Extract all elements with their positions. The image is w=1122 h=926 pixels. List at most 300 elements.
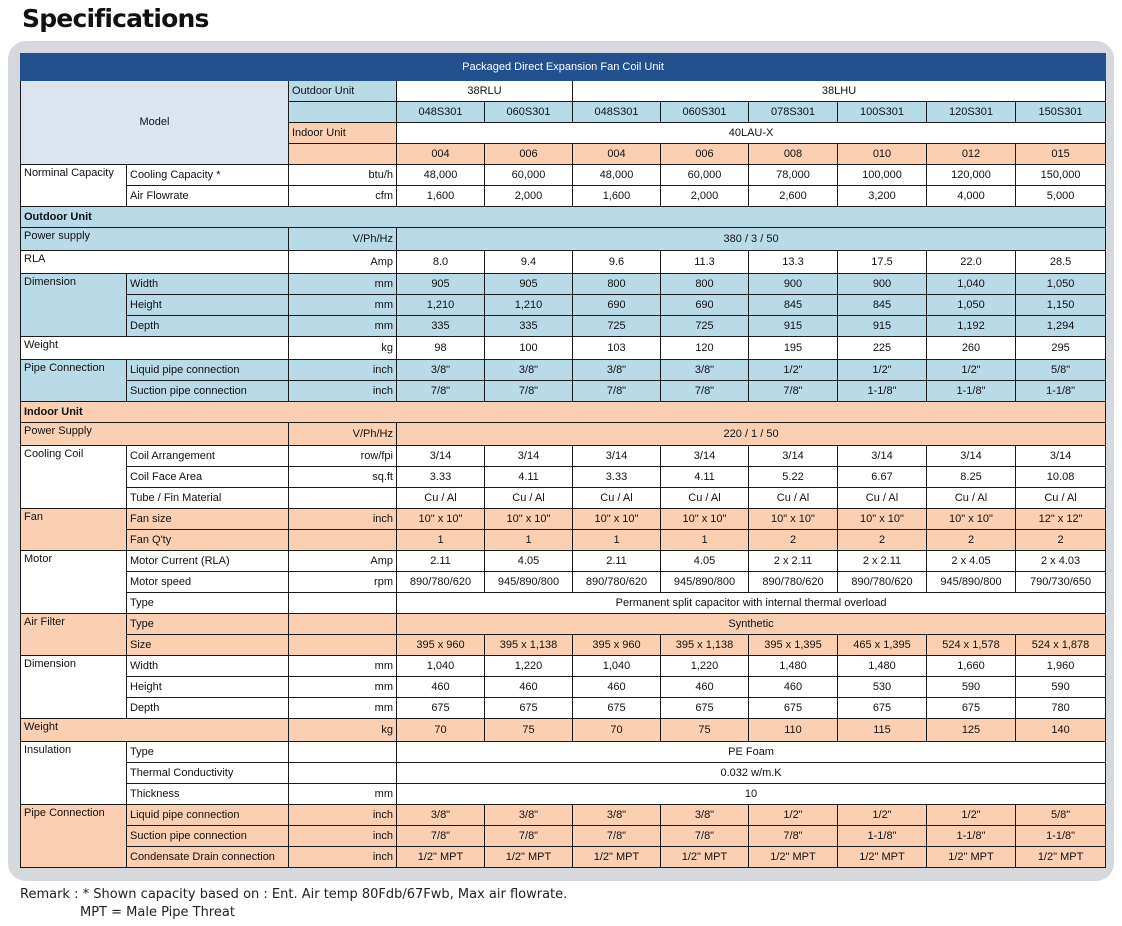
value-cell: 7/8": [485, 826, 573, 847]
value-cell: 10" x 10": [927, 509, 1016, 530]
value-cell: 13.3: [749, 251, 838, 274]
value-cell: 1-1/8": [838, 381, 927, 402]
value-cell: 225: [838, 337, 927, 360]
value-cell: 335: [485, 316, 573, 337]
row-group-label: Dimension: [21, 656, 127, 719]
value-cell: 60,000: [661, 165, 749, 186]
value-cell: Cu / Al: [661, 488, 749, 509]
value-cell: 690: [661, 295, 749, 316]
row-label: Tube / Fin Material: [127, 488, 289, 509]
value-cell: 900: [838, 274, 927, 295]
value-cell: 3/14: [485, 446, 573, 467]
row-unit: [289, 635, 397, 656]
value-cell: 890/780/620: [838, 572, 927, 593]
value-cell: 1-1/8": [838, 826, 927, 847]
value-cell: 1,210: [397, 295, 485, 316]
value-cell: 725: [573, 316, 661, 337]
value-cell: 460: [749, 677, 838, 698]
value-cell: 17.5: [838, 251, 927, 274]
row-label: Motor speed: [127, 572, 289, 593]
value-cell: 1,660: [927, 656, 1016, 677]
value-cell: 125: [927, 719, 1016, 742]
value-cell: 905: [397, 274, 485, 295]
value-cell: 945/890/800: [661, 572, 749, 593]
row-group-label: Insulation: [21, 742, 127, 805]
value-cell: 2.11: [397, 551, 485, 572]
value-cell: 1/2" MPT: [573, 847, 661, 868]
row-label: Liquid pipe connection: [127, 360, 289, 381]
value-cell: 8.25: [927, 467, 1016, 488]
row-unit: btu/h: [289, 165, 397, 186]
value-cell: 725: [661, 316, 749, 337]
value-cell: 945/890/800: [485, 572, 573, 593]
value-cell: 3/14: [397, 446, 485, 467]
value-cell: 110: [749, 719, 838, 742]
row-label: Type: [127, 593, 289, 614]
value-cell: 1,480: [749, 656, 838, 677]
value-cell: Cu / Al: [1016, 488, 1106, 509]
table-row: [21, 763, 1106, 784]
value-cell: 905: [485, 274, 573, 295]
value-cell: 100: [485, 337, 573, 360]
value-cell: 1/2" MPT: [1016, 847, 1106, 868]
value-cell: 10" x 10": [485, 509, 573, 530]
value-cell: 2: [1016, 530, 1106, 551]
value-cell: 140: [1016, 719, 1106, 742]
outdoor-model-cell: 060S301: [485, 102, 573, 123]
value-cell: 2 x 2.11: [749, 551, 838, 572]
row-unit: inch: [289, 847, 397, 868]
row-label: Height: [127, 677, 289, 698]
row-group-label: Power Supply: [21, 423, 289, 446]
row-label: Width: [127, 274, 289, 295]
table-row: [21, 165, 1106, 186]
table-row: [21, 316, 1106, 337]
value-cell: 100,000: [838, 165, 927, 186]
value-cell: 2 x 4.05: [927, 551, 1016, 572]
merged-value-cell: 220 / 1 / 50: [397, 423, 1106, 446]
value-cell: 10" x 10": [397, 509, 485, 530]
value-cell: 465 x 1,395: [838, 635, 927, 656]
value-cell: 524 x 1,878: [1016, 635, 1106, 656]
table-row: [21, 251, 1106, 274]
row-unit: sq.ft: [289, 467, 397, 488]
value-cell: 3/8": [661, 805, 749, 826]
value-cell: 1/2": [927, 360, 1016, 381]
row-group-label: Weight: [21, 337, 289, 360]
row-label: Suction pipe connection: [127, 381, 289, 402]
value-cell: 675: [749, 698, 838, 719]
value-cell: 675: [573, 698, 661, 719]
value-cell: 460: [661, 677, 749, 698]
value-cell: 3/14: [1016, 446, 1106, 467]
value-cell: 1/2": [749, 360, 838, 381]
value-cell: 11.3: [661, 251, 749, 274]
table-row: [21, 677, 1106, 698]
row-label: Fan size: [127, 509, 289, 530]
row-unit: Amp: [289, 551, 397, 572]
row-unit: rpm: [289, 572, 397, 593]
row-group-label: Fan: [21, 509, 127, 551]
table-banner: Packaged Direct Expansion Fan Coil Unit: [21, 54, 1106, 81]
value-cell: 3.33: [397, 467, 485, 488]
value-cell: 98: [397, 337, 485, 360]
value-cell: 1/2" MPT: [661, 847, 749, 868]
value-cell: 8.0: [397, 251, 485, 274]
row-unit: [289, 488, 397, 509]
value-cell: 3/14: [838, 446, 927, 467]
value-cell: 3/14: [661, 446, 749, 467]
row-unit: [289, 530, 397, 551]
table-row: [21, 423, 1106, 446]
value-cell: 195: [749, 337, 838, 360]
value-cell: 7/8": [573, 381, 661, 402]
value-cell: 10" x 10": [573, 509, 661, 530]
value-cell: 1/2" MPT: [397, 847, 485, 868]
value-cell: 675: [485, 698, 573, 719]
table-row: [21, 402, 1106, 423]
value-cell: 1/2": [838, 805, 927, 826]
value-cell: 2: [927, 530, 1016, 551]
table-row: [21, 635, 1106, 656]
model-header: Model: [21, 81, 289, 165]
row-unit: inch: [289, 826, 397, 847]
value-cell: 2: [749, 530, 838, 551]
value-cell: Cu / Al: [927, 488, 1016, 509]
value-cell: 945/890/800: [927, 572, 1016, 593]
value-cell: 7/8": [485, 381, 573, 402]
value-cell: 3/8": [485, 360, 573, 381]
value-cell: 28.5: [1016, 251, 1106, 274]
value-cell: 7/8": [397, 381, 485, 402]
value-cell: 70: [573, 719, 661, 742]
value-cell: 460: [573, 677, 661, 698]
row-group-label: Norminal Capacity: [21, 165, 127, 207]
row-unit: [289, 593, 397, 614]
indoor-unit-header-blank: [289, 144, 397, 165]
value-cell: 915: [749, 316, 838, 337]
value-cell: 1,600: [397, 186, 485, 207]
value-cell: 3/14: [573, 446, 661, 467]
value-cell: 3/8": [397, 360, 485, 381]
value-cell: Cu / Al: [838, 488, 927, 509]
value-cell: 4.11: [661, 467, 749, 488]
table-row: [21, 295, 1106, 316]
row-label: Thermal Conductivity: [127, 763, 289, 784]
table-row: [21, 698, 1106, 719]
remarks: [20, 887, 567, 923]
table-row: [21, 530, 1106, 551]
value-cell: 103: [573, 337, 661, 360]
outdoor-series-header: 38LHU: [573, 81, 1106, 102]
value-cell: 1,210: [485, 295, 573, 316]
table-row: [21, 656, 1106, 677]
row-unit: mm: [289, 784, 397, 805]
table-row: [21, 360, 1106, 381]
value-cell: 2,000: [485, 186, 573, 207]
value-cell: 1: [397, 530, 485, 551]
value-cell: 48,000: [573, 165, 661, 186]
value-cell: 295: [1016, 337, 1106, 360]
table-row: [21, 847, 1106, 868]
value-cell: 7/8": [661, 381, 749, 402]
value-cell: 675: [397, 698, 485, 719]
value-cell: 2,600: [749, 186, 838, 207]
value-cell: 1/2" MPT: [485, 847, 573, 868]
row-unit: inch: [289, 805, 397, 826]
indoor-series-header: 40LAU-X: [397, 123, 1106, 144]
value-cell: 590: [1016, 677, 1106, 698]
value-cell: 2 x 2.11: [838, 551, 927, 572]
row-unit: inch: [289, 360, 397, 381]
outdoor-model-cell: 048S301: [573, 102, 661, 123]
row-unit: mm: [289, 677, 397, 698]
row-unit: Amp: [289, 251, 397, 274]
row-unit: [289, 763, 397, 784]
value-cell: 675: [927, 698, 1016, 719]
table-row: [21, 228, 1106, 251]
row-group-label: Pipe Connection: [21, 360, 127, 402]
row-unit: mm: [289, 316, 397, 337]
row-label: Coil Face Area: [127, 467, 289, 488]
table-row: [21, 446, 1106, 467]
table-row: [21, 509, 1106, 530]
value-cell: 115: [838, 719, 927, 742]
value-cell: 10" x 10": [838, 509, 927, 530]
value-cell: 900: [749, 274, 838, 295]
table-row: [21, 805, 1106, 826]
value-cell: 1/2": [838, 360, 927, 381]
indoor-model-cell: 008: [749, 144, 838, 165]
merged-value-cell: Synthetic: [397, 614, 1106, 635]
row-unit: kg: [289, 719, 397, 742]
table-row: [21, 551, 1106, 572]
value-cell: 590: [927, 677, 1016, 698]
row-unit: [289, 742, 397, 763]
value-cell: 5.22: [749, 467, 838, 488]
value-cell: 395 x 960: [397, 635, 485, 656]
value-cell: 395 x 1,138: [661, 635, 749, 656]
row-label: Size: [127, 635, 289, 656]
row-label: Fan Q'ty: [127, 530, 289, 551]
value-cell: 4,000: [927, 186, 1016, 207]
indoor-model-cell: 012: [927, 144, 1016, 165]
row-unit: V/Ph/Hz: [289, 423, 397, 446]
row-label: Thickness: [127, 784, 289, 805]
row-label: Suction pipe connection: [127, 826, 289, 847]
merged-value-cell: 380 / 3 / 50: [397, 228, 1106, 251]
section-header: Outdoor Unit: [21, 207, 1106, 228]
value-cell: 790/730/650: [1016, 572, 1106, 593]
value-cell: 675: [838, 698, 927, 719]
row-group-label: Weight: [21, 719, 289, 742]
row-label: Depth: [127, 698, 289, 719]
value-cell: 22.0: [927, 251, 1016, 274]
value-cell: 120: [661, 337, 749, 360]
table-row: [21, 186, 1106, 207]
value-cell: Cu / Al: [573, 488, 661, 509]
row-label: Type: [127, 614, 289, 635]
merged-value-cell: PE Foam: [397, 742, 1106, 763]
table-row: [21, 593, 1106, 614]
table-row: [21, 784, 1106, 805]
value-cell: 530: [838, 677, 927, 698]
table-row: [21, 207, 1106, 228]
value-cell: 1,220: [661, 656, 749, 677]
value-cell: 890/780/620: [573, 572, 661, 593]
merged-value-cell: 10: [397, 784, 1106, 805]
indoor-model-cell: 004: [397, 144, 485, 165]
value-cell: 75: [661, 719, 749, 742]
value-cell: 524 x 1,578: [927, 635, 1016, 656]
value-cell: 120,000: [927, 165, 1016, 186]
row-unit: inch: [289, 381, 397, 402]
row-unit: cfm: [289, 186, 397, 207]
value-cell: 2.11: [573, 551, 661, 572]
value-cell: 890/780/620: [397, 572, 485, 593]
indoor-unit-header: Indoor Unit: [289, 123, 397, 144]
value-cell: 1/2": [749, 805, 838, 826]
row-label: Condensate Drain connection: [127, 847, 289, 868]
indoor-model-cell: 006: [485, 144, 573, 165]
value-cell: 845: [838, 295, 927, 316]
value-cell: 800: [661, 274, 749, 295]
table-row: [21, 614, 1106, 635]
row-label: Coil Arrangement: [127, 446, 289, 467]
value-cell: 1-1/8": [1016, 826, 1106, 847]
value-cell: 1,040: [573, 656, 661, 677]
value-cell: 335: [397, 316, 485, 337]
row-group-label: Cooling Coil: [21, 446, 127, 509]
table-row: [21, 826, 1106, 847]
value-cell: 1,040: [927, 274, 1016, 295]
value-cell: 3/8": [397, 805, 485, 826]
row-group-label: Motor: [21, 551, 127, 614]
table-row: [21, 467, 1106, 488]
value-cell: 1,192: [927, 316, 1016, 337]
table-row: [21, 742, 1106, 763]
value-cell: 3/8": [485, 805, 573, 826]
value-cell: 5/8": [1016, 360, 1106, 381]
value-cell: 690: [573, 295, 661, 316]
value-cell: 7/8": [397, 826, 485, 847]
row-group-label: Air Filter: [21, 614, 127, 656]
row-unit: mm: [289, 656, 397, 677]
row-unit: V/Ph/Hz: [289, 228, 397, 251]
value-cell: 5,000: [1016, 186, 1106, 207]
value-cell: 800: [573, 274, 661, 295]
value-cell: 150,000: [1016, 165, 1106, 186]
row-unit: inch: [289, 509, 397, 530]
value-cell: 10" x 10": [661, 509, 749, 530]
section-header: Indoor Unit: [21, 402, 1106, 423]
value-cell: 7/8": [661, 826, 749, 847]
value-cell: 12" x 12": [1016, 509, 1106, 530]
row-unit: mm: [289, 295, 397, 316]
row-group-label: Pipe Connection: [21, 805, 127, 868]
table-row: [21, 719, 1106, 742]
row-label: Depth: [127, 316, 289, 337]
value-cell: 1: [573, 530, 661, 551]
value-cell: 7/8": [749, 381, 838, 402]
table-row: [21, 488, 1106, 509]
value-cell: 1,600: [573, 186, 661, 207]
outdoor-unit-header: Outdoor Unit: [289, 81, 397, 102]
value-cell: 1,050: [927, 295, 1016, 316]
row-label: Width: [127, 656, 289, 677]
indoor-model-cell: 010: [838, 144, 927, 165]
row-unit: mm: [289, 698, 397, 719]
specifications-table: [20, 53, 1106, 868]
row-group-label: Power supply: [21, 228, 289, 251]
remark-line: MPT = Male Pipe Threat: [80, 905, 235, 920]
value-cell: 1-1/8": [1016, 381, 1106, 402]
value-cell: 3/14: [927, 446, 1016, 467]
page-title: Specifications: [22, 4, 209, 33]
value-cell: 1-1/8": [927, 381, 1016, 402]
table-row: [21, 337, 1106, 360]
row-group-label: Dimension: [21, 274, 127, 337]
value-cell: 1: [485, 530, 573, 551]
value-cell: 1,294: [1016, 316, 1106, 337]
value-cell: 70: [397, 719, 485, 742]
row-group-label: RLA: [21, 251, 289, 274]
value-cell: 10.08: [1016, 467, 1106, 488]
value-cell: 48,000: [397, 165, 485, 186]
value-cell: 3/8": [573, 360, 661, 381]
value-cell: Cu / Al: [749, 488, 838, 509]
value-cell: 2 x 4.03: [1016, 551, 1106, 572]
row-label: Height: [127, 295, 289, 316]
value-cell: 1: [661, 530, 749, 551]
value-cell: 1,480: [838, 656, 927, 677]
value-cell: 1,960: [1016, 656, 1106, 677]
value-cell: 10" x 10": [749, 509, 838, 530]
value-cell: 3.33: [573, 467, 661, 488]
value-cell: 1,150: [1016, 295, 1106, 316]
value-cell: 3,200: [838, 186, 927, 207]
remark-line: Remark : * Shown capacity based on : Ent. Air temp 80Fdb/67Fwb, Max air flowrate.: [20, 887, 568, 902]
value-cell: 915: [838, 316, 927, 337]
merged-value-cell: Permanent split capacitor with internal thermal overload: [397, 593, 1106, 614]
value-cell: 4.11: [485, 467, 573, 488]
value-cell: 1-1/8": [927, 826, 1016, 847]
value-cell: 5/8": [1016, 805, 1106, 826]
value-cell: 3/8": [661, 360, 749, 381]
merged-value-cell: 0.032 w/m.K: [397, 763, 1106, 784]
table-row: [21, 572, 1106, 593]
value-cell: 395 x 1,138: [485, 635, 573, 656]
outdoor-model-cell: 048S301: [397, 102, 485, 123]
value-cell: 7/8": [749, 826, 838, 847]
row-label: Type: [127, 742, 289, 763]
outdoor-model-cell: 100S301: [838, 102, 927, 123]
value-cell: 1/2" MPT: [749, 847, 838, 868]
row-unit: [289, 614, 397, 635]
value-cell: 845: [749, 295, 838, 316]
value-cell: 2: [838, 530, 927, 551]
value-cell: 395 x 1,395: [749, 635, 838, 656]
outdoor-model-cell: 120S301: [927, 102, 1016, 123]
row-unit: mm: [289, 274, 397, 295]
value-cell: 890/780/620: [749, 572, 838, 593]
value-cell: 260: [927, 337, 1016, 360]
value-cell: 460: [485, 677, 573, 698]
row-unit: kg: [289, 337, 397, 360]
value-cell: 2,000: [661, 186, 749, 207]
row-label: Motor Current (RLA): [127, 551, 289, 572]
outdoor-model-cell: 078S301: [749, 102, 838, 123]
